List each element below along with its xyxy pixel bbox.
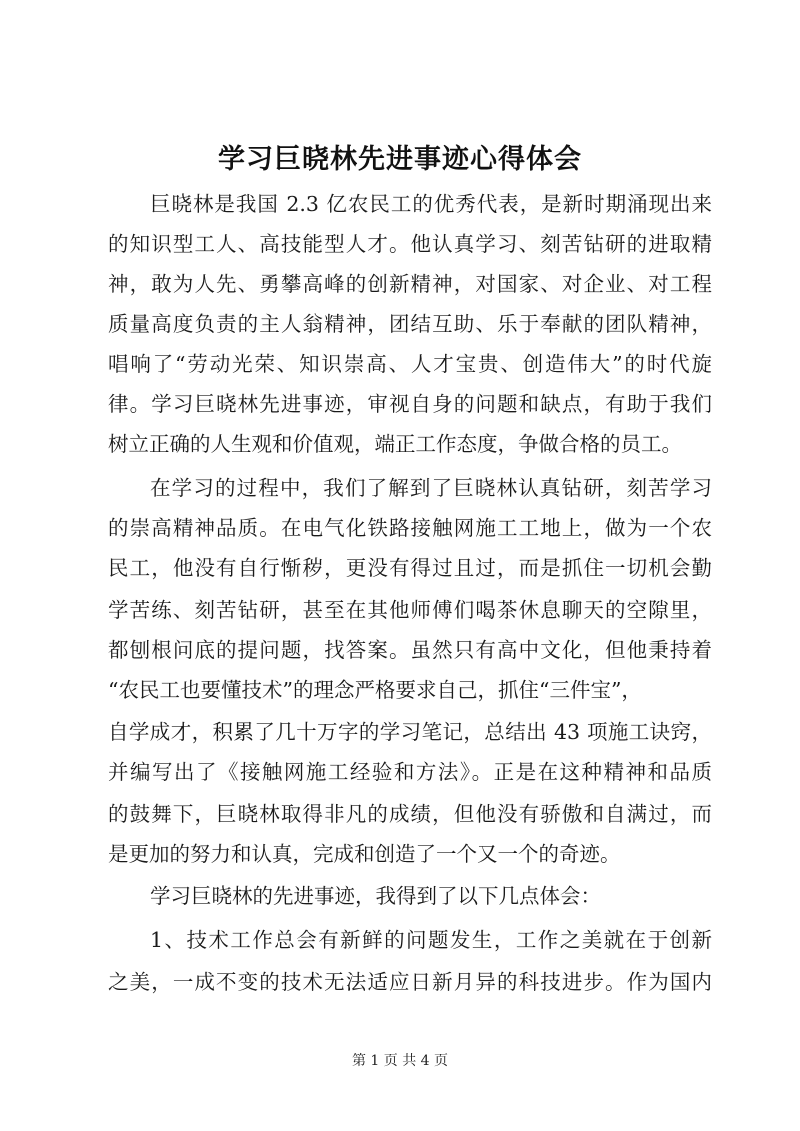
paragraph-line: 是更加的努力和认真，完成和创造了一个又一个的奇迹。 [108,842,621,866]
paragraph-line: 唱响了“劳动光荣、知识崇高、人才宝贵、创造伟大”的时代旋 [108,352,712,376]
paragraph-line: 自学成才，积累了几十万字的学习笔记，总结出 43 项施工诀窍， [108,720,712,744]
paragraph-line: 的鼓舞下，巨晓林取得非凡的成绩，但他没有骄傲和自满过，而 [108,802,712,826]
paragraph-line: 质量高度负责的主人翁精神，团结互助、乐于奉献的团队精神， [108,312,712,336]
paragraph-line: 律。学习巨晓林先进事迹，审视自身的问题和缺点，有助于我们 [108,392,712,416]
paragraph-line: 神，敢为人先、勇攀高峰的创新精神，对国家、对企业、对工程 [108,272,712,296]
paragraph-line: 都刨根问底的提问题，找答案。虽然只有高中文化，但他秉持着 [108,638,712,662]
paragraph-line: 并编写出了《接触网施工经验和方法》。正是在这种精神和品质 [108,760,712,784]
paragraph-line: 之美，一成不变的技术无法适应日新月异的科技进步。作为国内 [108,970,712,994]
paragraph-line: “农民工也要懂技术”的理念严格要求自己，抓住“三件宝”， [108,678,642,702]
paragraph-line: 学苦练、刻苦钻研，甚至在其他师傅们喝茶休息聊天的空隙里， [108,598,712,622]
paragraph-line: 在学习的过程中，我们了解到了巨晓林认真钻研，刻苦学习 [150,476,712,500]
paragraph-line: 巨晓林是我国 2.3 亿农民工的优秀代表，是新时期涌现出来 [150,192,712,216]
paragraph-line: 民工，他没有自行惭秽，更没有得过且过，而是抓住一切机会勤 [108,556,712,580]
paragraph-line: 的知识型工人、高技能型人才。他认真学习、刻苦钻研的进取精 [108,232,712,256]
paragraph-line: 的崇高精神品质。在电气化铁路接触网施工工地上，做为一个农 [108,516,712,540]
paragraph-line: 学习巨晓林的先进事迹，我得到了以下几点体会： [150,884,601,908]
paragraph-line: 树立正确的人生观和价值观，端正工作态度，争做合格的员工。 [108,432,682,456]
document-title: 学习巨晓林先进事迹心得体会 [218,144,582,175]
paragraph-line: 1、技术工作总会有新鲜的问题发生，工作之美就在于创新 [150,928,712,952]
page-number-footer: 第 1 页 共 4 页 [351,1053,449,1069]
